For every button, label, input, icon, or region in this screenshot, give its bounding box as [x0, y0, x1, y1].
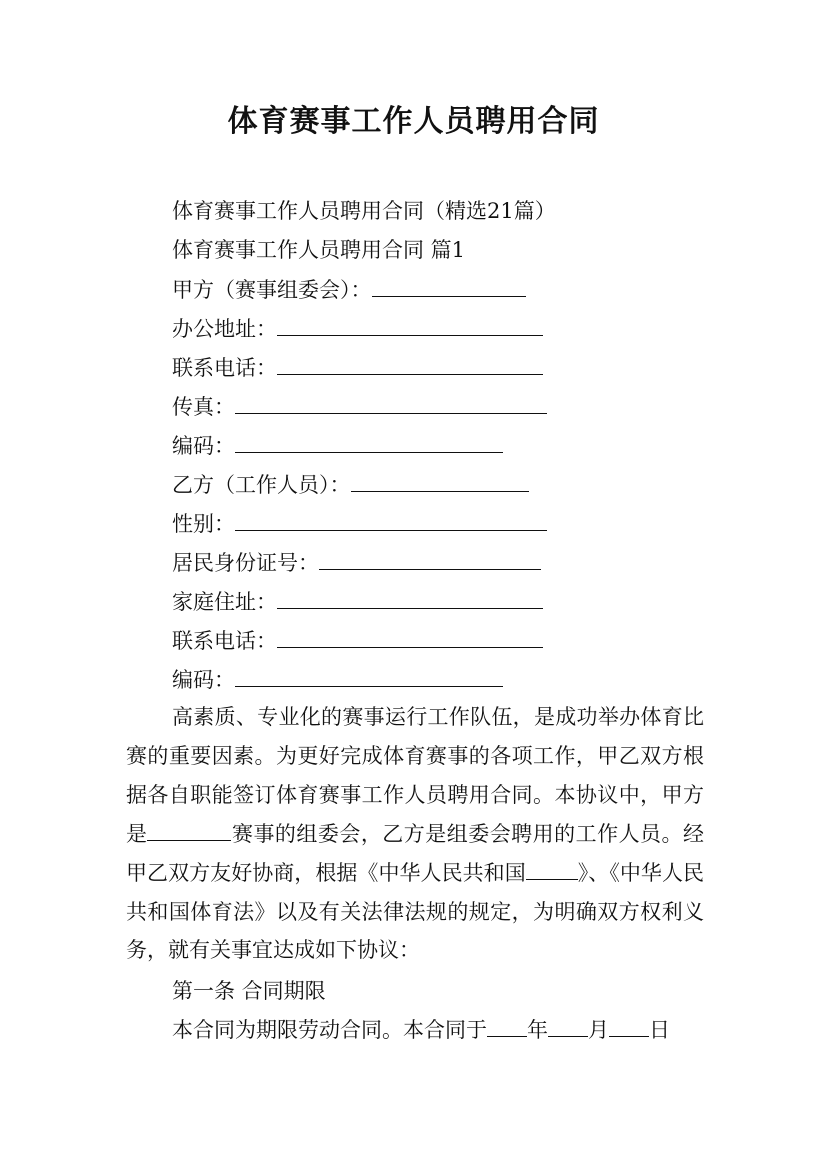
blank-line — [351, 469, 529, 492]
blank-line — [235, 664, 503, 687]
intro-text-2: 赛事的组委会，乙方是组委会聘用的工作人员。经甲乙双方友好协商，根据《中华人民共和国 — [126, 821, 705, 885]
field-label: 性别： — [172, 512, 235, 536]
field-home-address — [172, 586, 543, 617]
document-title: 体育赛事工作人员聘用合同 — [227, 104, 600, 139]
blank-line — [277, 352, 543, 375]
field-party-a — [172, 274, 526, 305]
field-label: 居民身份证号： — [172, 551, 319, 575]
blank-line — [235, 508, 547, 531]
blank-line — [277, 586, 543, 609]
field-label: 联系电话： — [172, 356, 277, 380]
field-phone-b — [172, 625, 543, 656]
field-gender — [172, 508, 547, 539]
blank-line — [372, 274, 526, 297]
blank-line — [548, 1014, 588, 1037]
month-label: 月 — [588, 1018, 609, 1042]
field-fax — [172, 391, 547, 422]
field-label: 乙方（工作人员）： — [172, 473, 351, 497]
blank-line — [277, 625, 543, 648]
article-text: 本合同为期限劳动合同。本合同于 — [172, 1018, 487, 1042]
field-label: 甲方（赛事组委会）： — [172, 278, 372, 302]
blank-line — [235, 430, 503, 453]
field-phone-a — [172, 352, 543, 383]
article-1-heading: 第一条 合同期限 — [172, 979, 326, 1003]
blank-line — [487, 1014, 527, 1037]
field-party-b — [172, 469, 529, 500]
intro-text-1: 高素质、专业化的赛事运行工作队伍，是成功举办体育比赛的重要因素。为更好完成体育赛事的各项工作，甲乙双方根据各自职能签订体育赛事工作人员聘用合同。本协议中，甲方是 — [126, 705, 704, 846]
field-office-address — [172, 313, 543, 344]
article-1-text — [172, 1014, 670, 1045]
intro-text-3: 》、《中华人民共和国体育法》以及有关法律法规的规定，为明确双方权利义务，就有关事宜达成如下协议： — [126, 860, 705, 963]
intro-paragraph — [126, 698, 704, 970]
section-heading: 体育赛事工作人员聘用合同 篇1 — [172, 238, 466, 262]
field-id-number — [172, 547, 541, 578]
field-label: 编码： — [172, 668, 235, 692]
blank-line — [147, 820, 231, 841]
field-label: 家庭住址： — [172, 590, 277, 614]
blank-line — [319, 547, 541, 570]
year-label: 年 — [527, 1018, 548, 1042]
day-label: 日 — [649, 1018, 670, 1042]
field-label: 办公地址： — [172, 317, 277, 341]
blank-line — [277, 313, 543, 336]
field-label: 传真： — [172, 395, 235, 419]
field-postcode-b — [172, 664, 503, 695]
document-subtitle: 体育赛事工作人员聘用合同（精选21篇） — [172, 199, 556, 223]
field-label: 编码： — [172, 434, 235, 458]
blank-line — [235, 391, 547, 414]
blank-line — [526, 859, 578, 880]
field-postcode-a — [172, 430, 503, 461]
field-label: 联系电话： — [172, 629, 277, 653]
blank-line — [609, 1014, 649, 1037]
